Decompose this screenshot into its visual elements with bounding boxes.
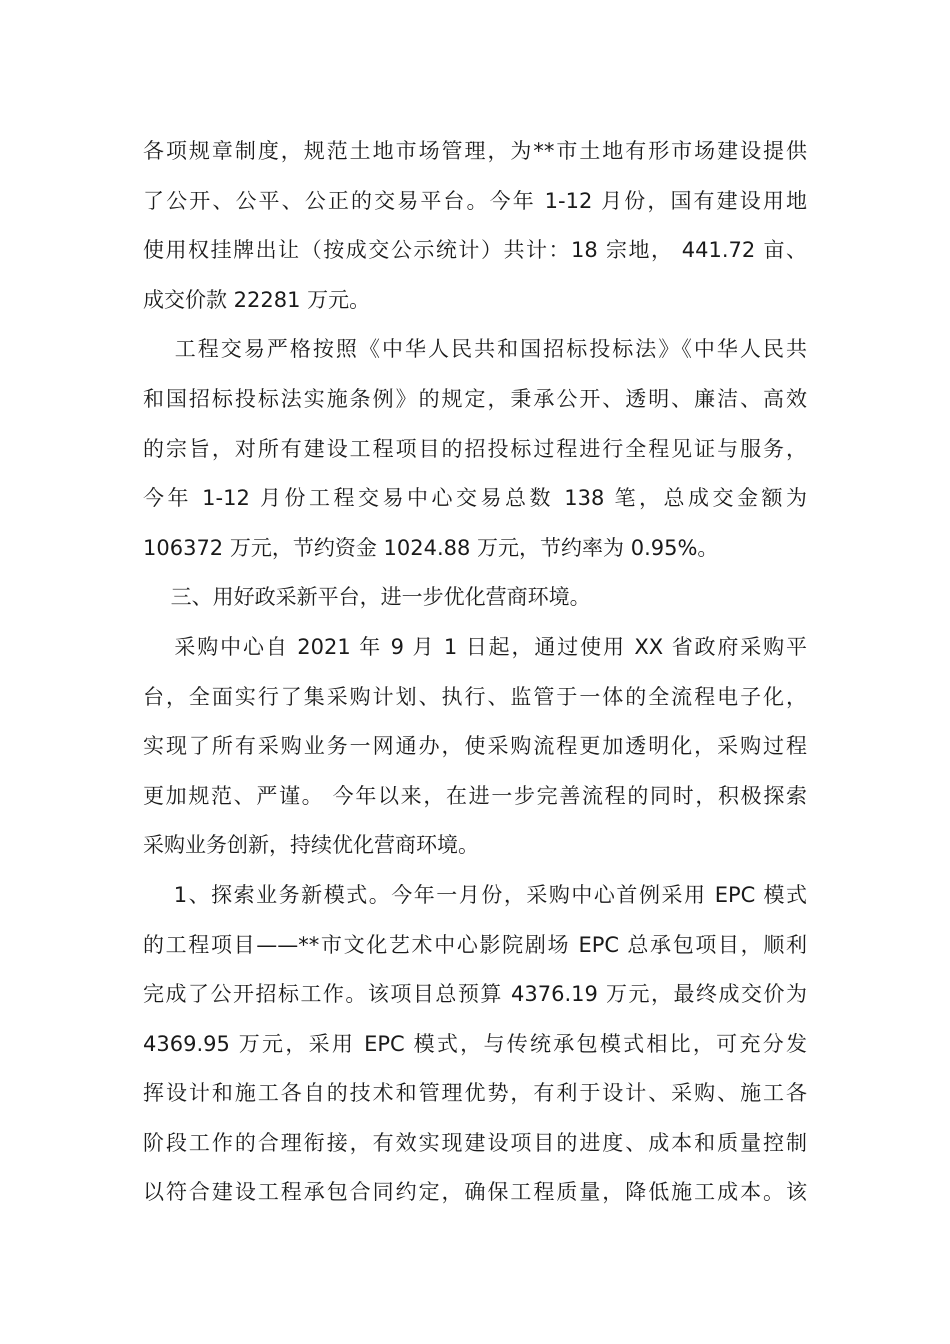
text-line: 了公开、公平、公正的交易平台。今年 1-12 月份，国有建设用地 [143,188,807,213]
text-line: 和国招标投标法实施条例》的规定，秉承公开、透明、廉洁、高效 [143,386,807,411]
text-line: 成交价款 22281 万元。 [143,287,371,312]
text-line: 的宗旨，对所有建设工程项目的招投标过程进行全程见证与服务， [143,436,807,461]
text-line: 1、探索业务新模式。今年一月份，采购中心首例采用 EPC 模式 [143,882,807,907]
text-line: 106372 万元，节约资金 1024.88 万元，节约率为 0.95%。 [143,535,719,560]
text-line: 今年 1-12 月份工程交易中心交易总数 138 笔，总成交金额为 [143,486,807,511]
text-line: 采购业务创新，持续优化营商环境。 [143,833,479,858]
text-line: 以符合建设工程承包合同约定，确保工程质量，降低施工成本。该 [143,1180,807,1205]
text-line: 挥设计和施工各自的技术和管理优势，有利于设计、采购、施工各 [143,1081,807,1106]
text-line: 阶段工作的合理衔接，有效实现建设项目的进度、成本和质量控制 [143,1130,807,1155]
text-line: 更加规范、严谨。 今年以来，在进一步完善流程的同时，积极探索 [143,783,807,808]
text-line: 的工程项目——**市文化艺术中心影院剧场 EPC 总承包项目，顺利 [143,932,807,957]
text-line: 工程交易严格按照《中华人民共和国招标投标法》《中华人民共 [143,337,807,362]
section-heading: 三、用好政采新平台，进一步优化营商环境。 [143,585,591,610]
text-line: 使用权挂牌出让（按成交公示统计）共计：18 宗地， 441.72 亩、 [143,238,807,263]
text-line: 4369.95 万元，采用 EPC 模式，与传统承包模式相比，可充分发 [143,1031,807,1056]
document-body [143,127,807,1218]
text-line: 各项规章制度，规范土地市场管理，为**市土地有形市场建设提供 [143,139,807,163]
text-line: 完成了公开招标工作。该项目总预算 4376.19 万元，最终成交价为 [143,982,807,1007]
text-line: 台，全面实行了集采购计划、执行、监管于一体的全流程电子化， [143,684,807,709]
text-line: 实现了所有采购业务一网通办，使采购流程更加透明化，采购过程 [143,734,807,759]
text-line: 采购中心自 2021 年 9 月 1 日起，通过使用 XX 省政府采购平 [143,634,807,659]
